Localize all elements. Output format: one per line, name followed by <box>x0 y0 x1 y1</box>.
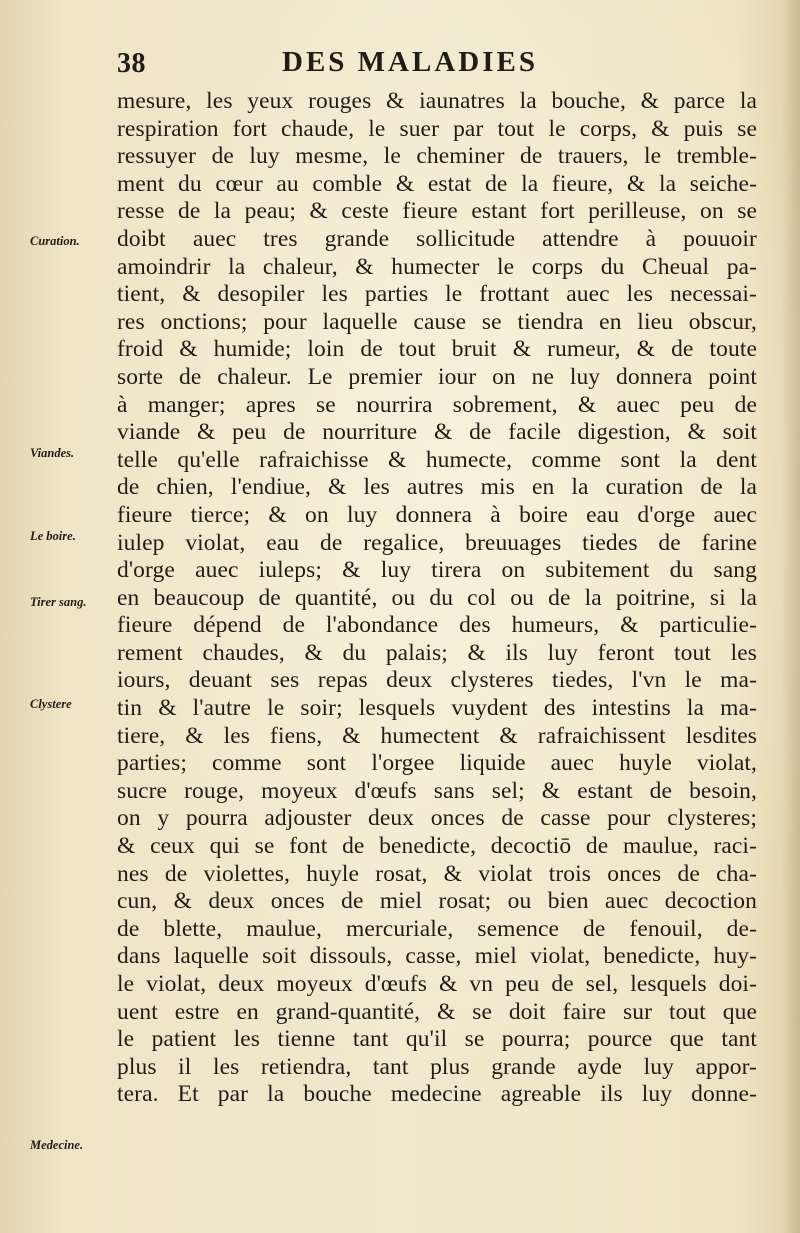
text-line: parties; comme sont l'orgee liquide auec huyle violat, <box>117 750 757 777</box>
text-line: ment du cœur au comble & estat de la fieure, & la seiche- <box>117 170 757 197</box>
text-line: amoindrir la chaleur, & humecter le corps du Cheual pa- <box>117 253 757 280</box>
text-line: iours, deuant ses repas deux clysteres tiedes, l'vn le ma- <box>117 667 757 694</box>
text-line: tin & l'autre le soir; lesquels vuydent des intestins la ma- <box>117 695 757 722</box>
margin-note-medecine: Medecine. <box>30 1138 84 1152</box>
text-line: le patient les tienne tant qu'il se pourra; pource que tant <box>117 1026 757 1053</box>
margin-note-tirer-sang: Tirer sang. <box>30 595 87 609</box>
margin-note-le-boire: Le boire. <box>30 529 76 543</box>
text-line: fieure dépend de l'abondance des humeurs, & particulie- <box>117 612 757 639</box>
text-line: dans laquelle soit dissouls, casse, miel violat, benedicte, huy- <box>117 943 757 970</box>
text-line: & ceux qui se font de benedicte, decoctiō de maulue, raci- <box>117 833 757 860</box>
text-line: doibt auec tres grande sollicitude attendre à pouuoir <box>117 225 757 252</box>
text-line: ressuyer de luy mesme, le cheminer de trauers, le tremble- <box>117 143 757 170</box>
text-line: on y pourra adjouster deux onces de casse pour clysteres; <box>117 805 757 832</box>
text-line: telle qu'elle rafraichisse & humecte, comme sont la dent <box>117 446 757 473</box>
text-line: sorte de chaleur. Le premier iour on ne luy donnera point <box>117 363 757 390</box>
text-line: le violat, deux moyeux d'œufs & vn peu de sel, lesquels doi- <box>117 971 757 997</box>
text-line: viande & peu de nourriture & de facile digestion, & soit <box>117 419 757 446</box>
text-line: respiration fort chaude, le suer par tout le corps, & puis se <box>117 115 757 142</box>
text-line: d'orge auec iuleps; & luy tirera on subitement du sang <box>117 557 757 584</box>
margin-note-curation: Curation. <box>30 234 80 248</box>
text-line: à manger; apres se nourrira sobrement, & auec peu de <box>117 391 757 418</box>
margin-note-clystere: Clystere <box>30 697 72 711</box>
margin-note-viandes: Viandes. <box>30 446 75 460</box>
page-number: 38 <box>117 48 146 79</box>
text-line: rement chaudes, & du palais; & ils luy feront tout les <box>117 639 757 666</box>
text-line: froid & humide; loin de tout bruit & rumeur, & de toute <box>117 336 757 363</box>
text-line: mesure, les yeux rouges & iaunatres la bouche, & parce la <box>117 88 757 114</box>
text-line: cun, & deux onces de miel rosat; ou bien auec decoction <box>117 888 757 915</box>
text-line: iulep violat, eau de regalice, breuuages tiedes de farine <box>117 529 757 556</box>
text-line: res onctions; pour laquelle cause se tiendra en lieu obscur, <box>117 308 757 335</box>
text-line: uent estre en grand-quantité, & se doit faire sur tout que <box>117 998 757 1025</box>
page-edge-shadow <box>782 0 800 1233</box>
text-line: nes de violettes, huyle rosat, & violat trois onces de cha- <box>117 860 757 887</box>
text-line: tera. Et par la bouche medecine agreable ils luy donne- <box>117 1081 757 1108</box>
body-text <box>117 88 757 1109</box>
text-line: sucre rouge, moyeux d'œufs sans sel; & estant de besoin, <box>117 777 757 804</box>
text-line: de blette, maulue, mercuriale, semence de fenouil, de- <box>117 915 757 942</box>
text-line: en beaucoup de quantité, ou du col ou de la poitrine, si la <box>117 584 757 611</box>
text-line: plus il les retiendra, tant plus grande ayde luy appor- <box>117 1053 757 1080</box>
text-line: fieure tierce; & on luy donnera à boire eau d'orge auec <box>117 501 757 528</box>
text-line: tient, & desopiler les parties le frottant auec les necessai- <box>117 281 757 308</box>
running-title: DES MALADIES <box>282 46 538 78</box>
margin-notes <box>0 0 110 1233</box>
page-header <box>117 46 757 86</box>
text-line: de chien, l'endiue, & les autres mis en la curation de la <box>117 474 757 501</box>
text-line: resse de la peau; & ceste fieure estant fort perilleuse, on se <box>117 198 757 225</box>
text-line: tiere, & les fiens, & humectent & rafraichissent lesdites <box>117 722 757 749</box>
